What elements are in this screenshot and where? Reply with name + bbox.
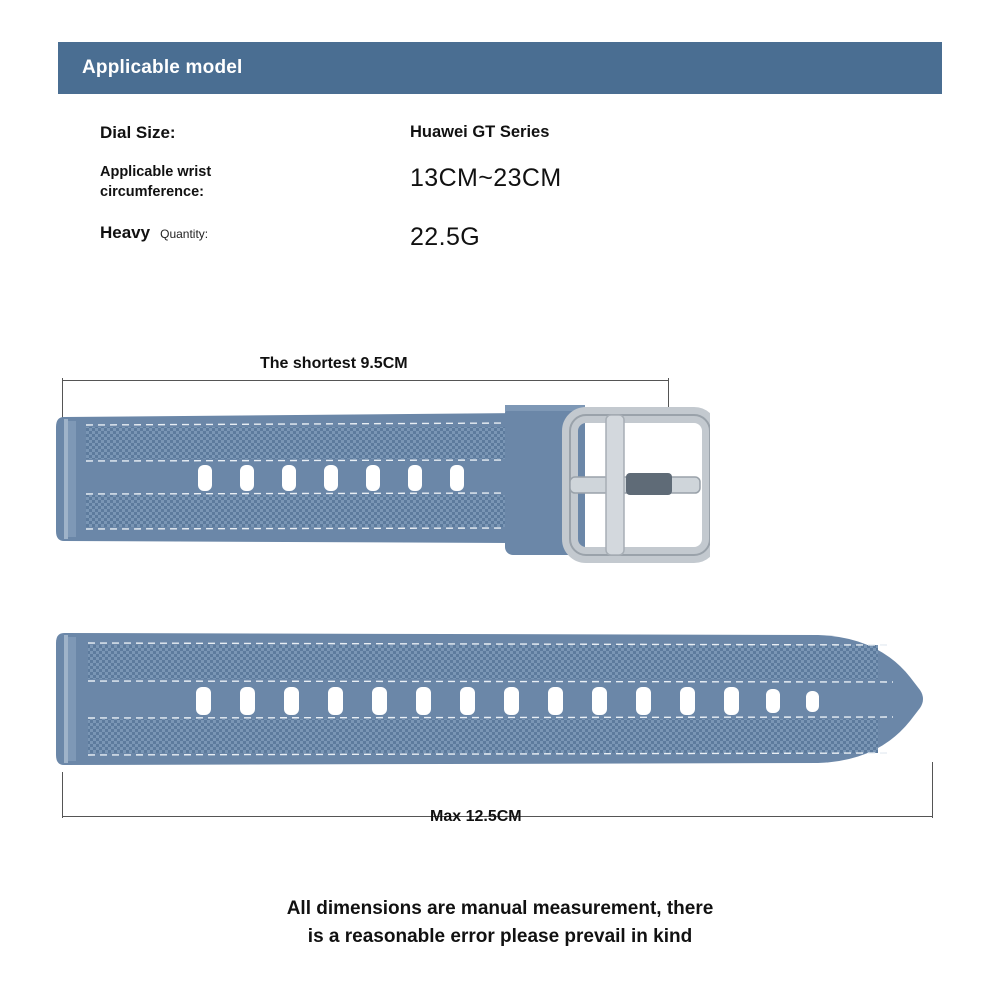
disclaimer-line-2: is a reasonable error please prevail in kind <box>307 925 693 947</box>
dimension-line-short <box>62 380 668 381</box>
spec-label-dial-size <box>100 122 410 145</box>
spec-value-dial-size: Huawei GT Series <box>410 123 550 141</box>
spec-label-wrist-circumference <box>100 163 410 202</box>
spec-sublabel-quantity: Quantity: <box>160 227 209 242</box>
spec-row-weight <box>100 222 880 252</box>
short-strap-illustration <box>50 395 710 590</box>
spec-row-dial-size <box>100 122 880 145</box>
spec-label-weight <box>100 222 410 245</box>
spec-label-text: Applicable wrist circumference: <box>100 163 212 200</box>
long-strap-illustration <box>48 615 958 800</box>
dimension-tick-right-max <box>932 762 933 818</box>
spec-row-wrist-circumference <box>100 163 880 202</box>
spec-value-weight: 22.5G <box>410 223 481 252</box>
banner-title: Applicable model <box>82 57 243 78</box>
max-measurement-label: Max 12.5CM <box>430 808 522 825</box>
applicable-model-banner <box>58 42 942 94</box>
disclaimer-line-1: All dimensions are manual measurement, there <box>286 898 714 919</box>
disclaimer-caption <box>0 895 1000 950</box>
spec-table <box>100 122 880 266</box>
dimension-tick-left-max <box>62 772 63 818</box>
spec-label-text: Heavy <box>100 223 151 243</box>
spec-value-wrist-circumference: 13CM~23CM <box>410 163 562 192</box>
shortest-measurement-label: The shortest 9.5CM <box>260 355 408 372</box>
spec-label-text: Dial Size: <box>100 123 176 142</box>
